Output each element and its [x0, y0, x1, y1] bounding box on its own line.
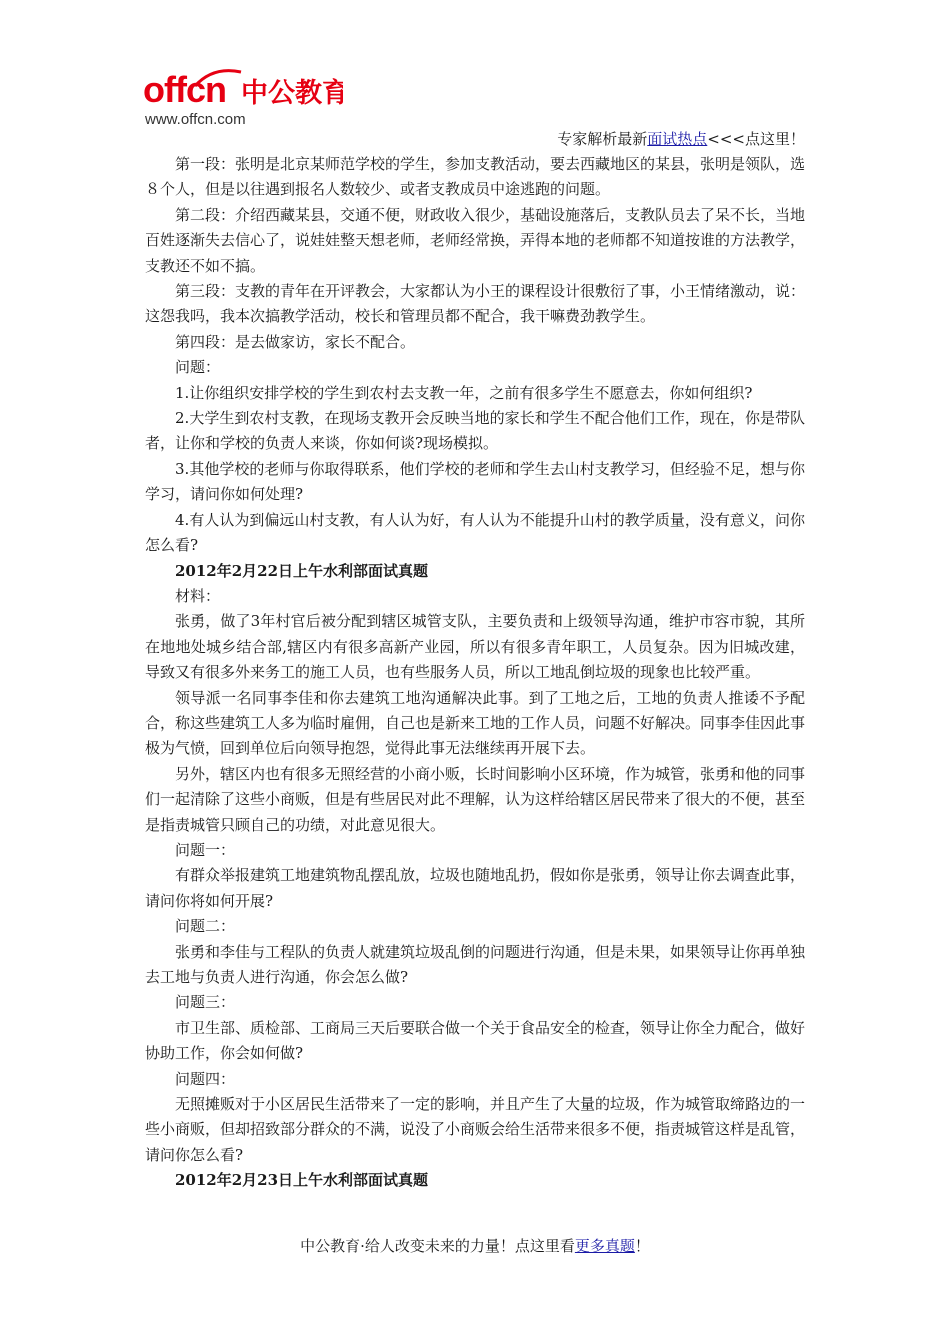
paragraph: 张勇和李佳与工程队的负责人就建筑垃圾乱倒的问题进行沟通，但是未果，如果领导让你再单独去工地与负责人进行沟通，你会怎么做? — [145, 942, 806, 986]
footer-promo — [0, 1235, 950, 1257]
paragraph: 问题二： — [175, 917, 236, 936]
paragraph: 有群众举报建筑工地建筑物乱摆乱放，垃圾也随地乱扔，假如你是张勇，领导让你去调查此事，请问你将如何开展? — [145, 866, 806, 910]
document-body — [145, 152, 805, 1194]
paragraph: 另外，辖区内也有很多无照经营的小商小贩，长时间影响小区环境，作为城管，张勇和他的同事们一起清除了这些小商贩，但是有些居民对此不理解，认为这样给辖区居民带来了很大的不便，甚至是指责城管只顾自己的功绩，对此意见很大。 — [145, 764, 806, 834]
paragraph: 问题四： — [175, 1069, 236, 1088]
footer-suffix: ！ — [634, 1237, 650, 1255]
paragraph: 问题： — [175, 358, 221, 377]
more-questions-link[interactable]: 更多真题 — [574, 1237, 635, 1255]
paragraph: 1.让你组织安排学校的学生到农村去支教一年，之前有很多学生不愿意去，你如何组织? — [175, 383, 753, 402]
paragraph: 领导派一名同事李佳和你去建筑工地沟通解决此事。到了工地之后，工地的负责人推诿不予配合，称这些建筑工人多为临时雇佣，自己也是新来工地的工作人员，问题不好解决。同事李佳因此事极为气愤，回到单位后向领导抱怨，觉得此事无法继续再开展下去。 — [145, 688, 806, 758]
offcn-logo[interactable] — [143, 64, 343, 130]
paragraph: 4.有人认为到偏远山村支教，有人认为好，有人认为不能提升山村的教学质量，没有意义，问你怎么看? — [145, 510, 805, 555]
paragraph: 3.其他学校的老师与你取得联系，他们学校的老师和学生去山村支教学习，但经验不足，想与你学习，请问你如何处理? — [145, 459, 805, 504]
paragraph: 材料： — [175, 586, 221, 605]
header-promo — [557, 128, 805, 150]
logo-url-text: www.offcn.com — [145, 111, 246, 128]
paragraph: 问题三： — [175, 993, 236, 1012]
paragraph: 市卫生部、质检部、工商局三天后要联合做一个关于食品安全的检查，领导让你全力配合，做好协助工作，你会如何做? — [145, 1018, 806, 1063]
paragraph: 无照摊贩对于小区居民生活带来了一定的影响，并且产生了大量的垃圾，作为城管取缔路边的一些小商贩，但却招致部分群众的不满，说没了小商贩会给生活带来很多不便，指责城管这样是乱管，请问你怎么看? — [145, 1095, 806, 1164]
logo-brand-text: offcn — [143, 69, 226, 110]
paragraph: 张勇，做了3年村官后被分配到辖区城管支队，主要负责和上级领导沟通，维护市容市貌，其所在地地处城乡结合部,辖区内有很多高新产业园，所以有很多青年职工，人员复杂。因为旧城改建，导致又有很多外来务工的施工人员，也有些服务人员，所以工地乱倒垃圾的现象也比较严重。 — [145, 612, 805, 682]
section-heading: 2012年2月23日上午水利部面试真题 — [175, 1171, 429, 1190]
header-prefix: 专家解析最新 — [557, 130, 648, 148]
paragraph: 第一段：张明是北京某师范学校的学生，参加支教活动，要去西藏地区的某县，张明是领队，选８个人，但是以往遇到报名人数较少、或者支教成员中途逃跑的问题。 — [145, 155, 806, 199]
paragraph: 第二段：介绍西藏某县，交通不便，财政收入很少，基础设施落后，支教队员去了呆不长，当地百姓逐渐失去信心了，说娃娃整天想老师，老师经常换，弄得本地的老师都不知道按谁的方法教学，支教还不如不搞。 — [145, 205, 806, 275]
logo-name-text: 中公教育 — [241, 78, 343, 109]
section-heading: 2012年2月22日上午水利部面试真题 — [175, 561, 429, 580]
paragraph: 第四段：是去做家访，家长不配合。 — [175, 332, 416, 351]
paragraph: 第三段：支教的青年在开评教会，大家都认为小王的课程设计很敷衍了事，小王情绪激动，说：这怨我吗，我本次搞教学活动，校长和管理员都不配合，我干嘛费劲教学生。 — [145, 282, 806, 326]
hot-topics-link[interactable]: 面试热点 — [647, 130, 708, 148]
header-suffix: <<<点这里！ — [707, 130, 805, 148]
paragraph: 2.大学生到农村支教，在现场支教开会反映当地的家长和学生不配合他们工作，现在，你是带队者，让你和学校的负责人来谈，你如何谈?现场模拟。 — [145, 409, 805, 453]
footer-prefix: 中公教育·给人改变未来的力量！点这里看 — [300, 1237, 575, 1255]
paragraph: 问题一： — [175, 840, 236, 859]
